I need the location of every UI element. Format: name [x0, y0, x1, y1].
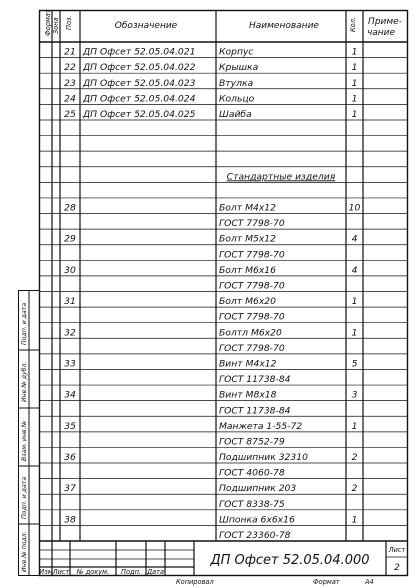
row-pos: 32	[64, 327, 76, 339]
footer-format: Формат	[313, 578, 340, 586]
row-name: ГОСТ 4060-78	[219, 467, 285, 479]
row-name: Болтл М6х20	[219, 327, 282, 339]
row-name: ГОСТ 7798-70	[219, 218, 285, 230]
row-name: Шайба	[219, 108, 252, 120]
row-pos: 37	[64, 483, 76, 495]
tb-col-date: Дата	[146, 568, 165, 576]
header-designation: Обозначение	[114, 21, 178, 31]
row-pos: 38	[64, 514, 76, 526]
side-label-sign-date-2: Подп. и дата	[21, 476, 28, 519]
row-qty: 1	[351, 93, 358, 105]
row-name: ГОСТ 7798-70	[219, 342, 285, 354]
row-name: Шпонка 6х6х16	[219, 514, 295, 526]
row-name: Подшипник 32310	[219, 452, 308, 464]
row-qty: 1	[351, 296, 358, 308]
header-note-line2: чание	[366, 28, 396, 38]
row-name: Болт М4х12	[219, 202, 276, 214]
row-pos: 36	[64, 452, 76, 464]
footer	[176, 578, 374, 586]
row-name: ГОСТ 7798-70	[219, 280, 285, 292]
row-pos: 22	[64, 62, 76, 74]
header-name: Наименование	[249, 21, 319, 31]
row-qty: 1	[351, 46, 358, 58]
row-pos: 21	[64, 46, 76, 58]
row-name: ГОСТ 7798-70	[219, 311, 285, 323]
section-heading: Стандартные изделия	[226, 171, 336, 183]
row-qty: 1	[351, 62, 358, 74]
row-designation: ДП Офсет 52.05.04.022	[83, 62, 196, 74]
row-pos: 35	[64, 420, 76, 432]
footer-format-value: А4	[365, 578, 374, 586]
row-name: Втулка	[219, 77, 254, 89]
binding-strip-labels	[20, 303, 28, 572]
sheet-number: 2	[394, 563, 400, 573]
title-block-labels	[39, 546, 405, 576]
row-name: Корпус	[219, 46, 254, 58]
row-pos: 23	[64, 77, 76, 89]
row-qty: 2	[351, 483, 358, 495]
row-name: ГОСТ 8338-75	[219, 498, 285, 510]
row-qty: 1	[351, 327, 358, 339]
side-label-dup-inv: Инв.№ дубл.	[21, 361, 28, 402]
header-note-line1: Приме-	[368, 17, 402, 27]
tb-col-change: Изм	[39, 568, 53, 576]
table-rows	[64, 47, 360, 541]
row-designation: ДП Офсет 52.05.04.023	[83, 77, 196, 89]
row-name: ГОСТ 11738-84	[219, 405, 291, 417]
row-qty: 10	[348, 202, 361, 214]
row-pos: 34	[64, 389, 76, 401]
row-qty: 2	[351, 452, 358, 464]
row-pos: 28	[64, 202, 76, 214]
table-header	[44, 9, 402, 38]
row-pos: 30	[64, 264, 76, 276]
row-name: ГОСТ 7798-70	[219, 249, 285, 261]
row-name: ГОСТ 23360-78	[219, 530, 291, 541]
row-qty: 1	[351, 77, 358, 89]
row-name: Болт М6х16	[219, 264, 276, 276]
row-name: Болт М6х20	[219, 296, 276, 308]
side-label-sign-date-1: Подп. и дата	[21, 302, 28, 345]
row-qty: 3	[351, 389, 358, 401]
row-qty: 1	[351, 514, 358, 526]
tb-col-sheet: Лист	[52, 568, 70, 576]
row-name: Кольцо	[219, 93, 255, 105]
header-qty: Кол.	[349, 16, 357, 32]
row-designation: ДП Офсет 52.05.04.021	[83, 46, 196, 58]
row-pos: 31	[64, 296, 76, 308]
row-name: Манжета 1-55-72	[219, 420, 303, 432]
row-designation: ДП Офсет 52.05.04.024	[83, 93, 196, 105]
row-name: Болт М5х12	[219, 233, 276, 245]
row-pos: 25	[64, 108, 76, 120]
header-pos: Поз.	[65, 15, 73, 30]
row-qty: 1	[351, 420, 358, 432]
sheet-label: Лист	[388, 546, 406, 554]
row-pos: 29	[64, 233, 76, 245]
row-name: Винт М8х18	[219, 389, 277, 401]
row-name: ГОСТ 11738-84	[219, 374, 291, 386]
footer-copied: Копировал	[176, 578, 214, 586]
side-label-replace-inv: Взам. инв.№	[21, 420, 28, 461]
tb-col-sign: Подп.	[121, 568, 141, 576]
row-qty: 5	[351, 358, 358, 370]
row-qty: 4	[351, 233, 358, 245]
row-name: Винт М4х12	[219, 358, 277, 370]
row-qty: 1	[351, 108, 358, 120]
row-designation: ДП Офсет 52.05.04.025	[83, 108, 196, 120]
row-qty: 4	[351, 264, 358, 276]
row-pos: 24	[64, 93, 76, 105]
side-label-orig-inv: Инв.№ подл.	[21, 531, 28, 572]
row-name: Крышка	[219, 62, 259, 74]
row-pos: 33	[64, 358, 76, 370]
row-name: Подшипник 203	[219, 483, 297, 495]
doc-designation: ДП Офсет 52.05.04.000	[210, 553, 370, 568]
header-zone: Зона	[52, 17, 60, 34]
header-format: Формат	[44, 9, 52, 36]
tb-col-doc: № докум.	[76, 568, 110, 576]
row-name: ГОСТ 8752-79	[219, 436, 285, 448]
